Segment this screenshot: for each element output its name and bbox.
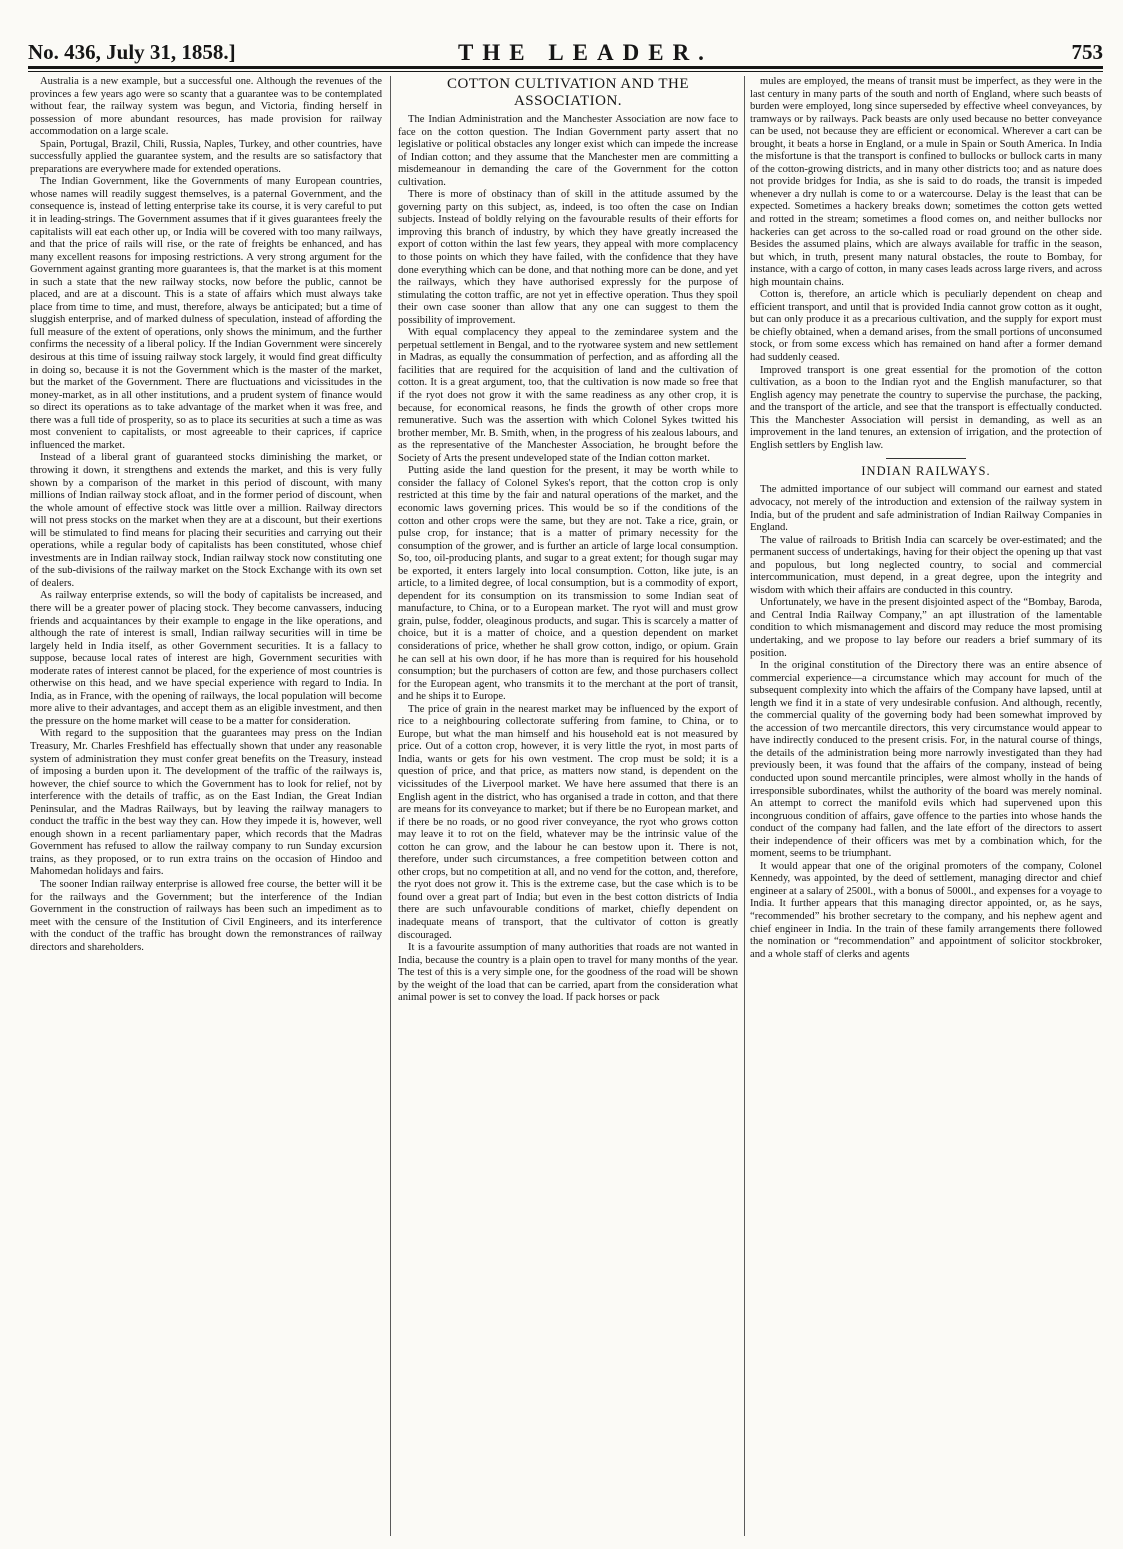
paragraph: The Indian Government, like the Governments of many European countries, whose names will readily suggest themselves, is a paternal Government, and the consequence is, instead of letting enterprise take its course, it is very careful to put it in leading-strings. The Government assumes that if it gives guarantees freely the capitalists will eat each other up, or India will be covered with too many railways, and that the price of rails will rise, or the rate of freights be enhanced, and has many excellent reasons for imposing restrictions. A very strong argument for the Government against granting more guarantees is, that the market is at this moment in such a state that the new railway stocks, now before the public, cannot be placed, and are at a discount. This is a state of affairs which must always take place from time to time, and must, therefore, always be anticipated; but a time of sluggish enterprise, and of marked dulness of speculation, instead of affording the full measure of the extent of operations, only shows the minimum, and the further confirms the necessity of a liberal policy. If the Indian Government were sincerely desirous at this time of issuing railway stock largely, it would find great difficulty in doing so, because it is not the Government which is the master of the market, but the market of the Government. There are fluctuations and vicissitudes in the money-market, as in all other institutions, and a prudent system of finance would so direct its operations as to take advantage of the market when it was free, and there was a full tide of prosperity, so as to place its securities at such a time as was most convenient to capitalists, or most agreeable to their caprices, if caprice influenced the market. bbox=[30, 176, 382, 451]
article-divider bbox=[886, 458, 966, 459]
masthead bbox=[28, 40, 1103, 68]
paragraph: With equal complacency they appeal to the zemindaree system and the perpetual settlement in Bengal, and to the ryotwaree system and new settlement in Madras, as equally the consummation of perfection, and as affording all the facilities that are required for the acquisition of land and the cultivation of cotton. It is a great argument, too, that the cultivation is now made so free that if the ryot does not grow it with the same readiness as any other crop, it is because, for economical reasons, he finds the growth of other crops more remunerative. Such was the assertion with which Colonel Sykes twitted his brother member, Mr. B. Smith, when, in the progress of his zealous labours, and as the representative of the Manchester Association, he brought before the Society of Arts the present undeveloped state of the Indian cotton market. bbox=[398, 327, 738, 464]
masthead-rule-thin bbox=[28, 71, 1103, 72]
paragraph: mules are employed, the means of transit must be imperfect, as they were in the last century in many parts of the south and north of England, where such beasts of burden were employed, long since superseded by effective wheel conveyances, by tramways or by railways. Pack beasts are only used because no better conveyance can be used, not because they are efficient or economical. Wherever a cart can be brought, it beats a horse in England, or a mule in Spain or South America. In India the misfortune is that the transport is confined to bullocks or bullock carts in many of the cotton-growing districts, and in many other districts too; and as nature does not provide bridges for India, as she is said to do roads, the transit is impeded whenever a dry nullah is come to or a watercourse. Delay is the least that can be expected. Sometimes a hackery breaks down; sometimes the cotton gets wetted and rotted in the stream; sometimes a flood comes on, and neither bullocks nor hackeries can get across to the so-called road or road ground on the other side. Besides the assumed plains, which are always available for traffic in the season, but which, in truth, present many natural obstacles, the route to Bombay, for instance, with a cargo of cotton, in many cases leads across large rivers, and across high mountain chains. bbox=[750, 76, 1102, 288]
paragraph: Spain, Portugal, Brazil, Chili, Russia, Naples, Turkey, and other countries, have successfully applied the guarantee system, and the results are so satisfactory that preparations are everywhere made for extended operations. bbox=[30, 138, 382, 175]
paragraph: Cotton is, therefore, an article which is peculiarly dependent on cheap and efficient transport, and until that is provided India cannot grow cotton as it ought, but can only produce it as a precarious cultivation, and the supply for export must be chiefly obtained, when a demand arises, from the small portions of unconsumed stock, or from some excess which has remained on hand after a former demand had suddenly ceased. bbox=[750, 289, 1102, 364]
paragraph: With regard to the supposition that the guarantees may press on the Indian Treasury, Mr. Charles Freshfield has effectually shown that under any reasonable system of administration they must confer great benefits on the Treasury, instead of imposing a burden upon it. The development of the traffic of the railways is, however, the chief source to which the Government has to look for relief, not by interference with the details of traffic, as on the East Indian, the Great Indian Peninsular, and the Madras Railways, but by leaving the railway managers to conduct the traffic in the best way they can. How they impede it is, however, well enough shown in a recent parliamentary paper, which records that the Madras Government has refused to allow the railway company to run Sunday excursion trains, as they proposed, or to run extra trains on the occasion of Hindoo and Mahomedan holidays and fairs. bbox=[30, 728, 382, 878]
paragraph: Instead of a liberal grant of guaranteed stocks diminishing the market, or throwing it down, it strengthens and extends the market, and this is very fully shown by a comparison of the market in this period of discount, with many millions of Indian railway stock afloat, and in the former period of discount, when the whole amount of effective stock was little over a million. Railway directors will not press stocks on the market when they are at a discount, but their exertions will be stimulated to find means for placing their securities and carrying out their operations, while a regular body of capitalists has been constituted, whose chief investments are in Indian railway stock, Indian railway stock now constituting one of the sub-divisions of the railway market on the Stock Exchange with its own set of dealers. bbox=[30, 452, 382, 589]
paragraph: The Indian Administration and the Manchester Association are now face to face on the cotton question. The Indian Government party assert that no legislative or political obstacles any longer exist which can impede the increase of Indian cotton; and they assume that the Manchester men are committing a misdemeanour in demanding the care of the Government for the cotton cultivation. bbox=[398, 114, 738, 188]
paragraph: Unfortunately, we have in the present disjointed aspect of the “Bombay, Baroda, and Central India Railway Company,” an apt illustration of the lamentable condition to which mismanagement and discord may reduce the most promising undertaking, and we propose to lay before our readers a brief summary of its position. bbox=[750, 597, 1102, 659]
paragraph: As railway enterprise extends, so will the body of capitalists be increased, and there will be a greater power of placing stock. They become canvassers, inducing friends and acquaintances by their example to engage in the like operations, and although the rate of interest is small, Indian railway securities will in time be largely held in India itself, as other Government securities. It is a fallacy to suppose, because local rates of interest are high, Government securities with moderate rates of interest cannot be placed, for the experience of most countries is otherwise on this head, and we have special experience with regard to India. In India, as in France, with the opening of railways, the local population will become more alive to their advantages, and accept them as an eligible investment, and then the pressure on the home market will cease to be a matter for consideration. bbox=[30, 590, 382, 727]
paragraph: It is a favourite assumption of many authorities that roads are not wanted in India, because the country is a plain open to travel for many months of the year. The test of this is a very simple one, for the goodness of the road will be shown by the weight of the load that can be carried, apart from the consideration what animal power is set to convey the load. If pack horses or pack bbox=[398, 942, 738, 1004]
column-2 bbox=[398, 76, 738, 1536]
issue-date: No. 436, July 31, 1858.] bbox=[28, 40, 236, 64]
article-title-railways: INDIAN RAILWAYS. bbox=[861, 464, 991, 479]
paragraph: The value of railroads to British India can scarcely be over-estimated; and the permanent success of undertakings, having for their object the opening up that vast and populous, but long neglected country, to social and commercial intercommunication, must depend, in a great degree, upon the integrity and wisdom with which their affairs are conducted in this country. bbox=[750, 534, 1102, 596]
newspaper-title: THE LEADER. bbox=[458, 40, 713, 65]
article-title-cotton: COTTON CULTIVATION AND THE ASSOCIATION. bbox=[446, 76, 690, 109]
paragraph: It would appear that one of the original promoters of the company, Colonel Kennedy, was appointed, by the deed of settlement, managing director and chief engineer at a salary of 2500l., with a bonus of 5000l., and expenses for a voyage to India. It further appears that this managing director appointed, or, as he says, “recommended” his brother secretary to the company, and his nephew agent and chief engineer in India. In the train of these family arrangements there followed the nomination or “recommendation” and appointment of solicitor stockbroker, and a whole staff of clerks and agents bbox=[750, 860, 1102, 960]
column-divider bbox=[744, 76, 745, 1536]
paragraph: The admitted importance of our subject will command our earnest and stated advocacy, not merely of the introduction and extension of the railway system in India, but of the prudent and safe administration of Indian Railway Companies in England. bbox=[750, 484, 1102, 534]
page-number: 753 bbox=[1071, 40, 1103, 64]
paragraph: Australia is a new example, but a successful one. Although the revenues of the provinces a few years ago were so scanty that a guarantee was to be contemplated without fear, the railway system was begun, and Victoria, finding herself in possession of more abundant resources, has made provision for railway accommodation on a large scale. bbox=[30, 76, 382, 138]
masthead-rule bbox=[28, 66, 1103, 69]
paragraph: Improved transport is one great essential for the promotion of the cotton cultivation, as a boon to the Indian ryot and the English manufacturer, so that English agency may penetrate the country to supervise the purchase, the packing, and the transport of the article, and see that the transport is effectually conducted. This the Manchester Association will persist in demanding, as well as an improvement in the land tenures, an extension of irrigation, and the protection of English settlers by English law. bbox=[750, 364, 1102, 451]
column-divider bbox=[390, 76, 391, 1536]
paragraph: In the original constitution of the Directory there was an entire absence of commercial experience—a circumstance which may account for much of the subsequent complexity into which the affairs of the Company have lapsed, until at length we find it in a state of very undesirable confusion. And although, recently, the commercial quality of the governing body had been somewhat improved by the accession of two mercantile directors, this very circumstance would appear to have indirectly conduced to the present crisis. For, in the natural course of things, the details of the administration being more narrowly investigated than they had previously been, it was found that the affairs of the company, instead of being conducted upon sound mercantile principles, were almost wholly in the hands of irresponsible subordinates, whilst the authority of the board was merely nominal. An attempt to correct the manifold evils which had supervened upon this incongruous condition of affairs, gave offence to the parties into whose hands the conduct of the company had fallen, and the late effort of the directors to assert their independence of their officers was met by a combination which, for the moment, seems to be triumphant. bbox=[750, 660, 1102, 860]
column-3 bbox=[750, 76, 1102, 1536]
column-1 bbox=[30, 76, 382, 1536]
paragraph: The price of grain in the nearest market may be influenced by the export of rice to a neighbouring collectorate suffering from famine, to China, or to Europe, but what the man himself and his household eat is not measured by price. Out of a cotton crop, however, it is very little the ryot, in most parts of India, wants or gets for his own vestment. The crop must be sold; it is a question of price, and that price, as matters now stand, is dependent on the vicissitudes of the Liverpool market. We have here assumed that there is an English agent in the district, who has organised a trade in cotton, and that there are means for its conveyance to market; but if there be no European market, and if there be no roads, or no good river conveyance, the ryot who grows cotton may leave it to rot on the field, whatever may be the intrinsic value of the cotton he can grow, and the labour he can bestow upon it. There is not, therefore, under such circumstances, a free competition between cotton and other crops, but no competition at all, and no vend for the cotton, and, therefore, the ryot does not grow it. This is the extreme case, but the case which is to be found over a great part of India; but even in the best cotton districts of India there are such unfavourable conditions of market, chiefly dependent on inadequate means of transport, that the cultivator of cotton is greatly discouraged. bbox=[398, 703, 738, 941]
paragraph: The sooner Indian railway enterprise is allowed free course, the better will it be for the railways and the Government; but the interference of the Indian Government in the construction of railways has been such an impediment as to meet with the censure of the Institution of Civil Engineers, and its interference with the conduct of the traffic has brought down the remonstrances of railway directors and shareholders. bbox=[30, 879, 382, 953]
paragraph: There is more of obstinacy than of skill in the attitude assumed by the governing party on this subject, as, indeed, is too often the case on Indian subjects. Instead of boldly relying on the favourable results of their efforts for improving this branch of industry, by which they have greatly increased the export of cotton within the last few years, they appeal with more complacency to those points on which they have failed, with the confidence that they have done everything which can be done, and that nothing more can be done, and yet the railways, which they have authorised expressly for the purpose of stimulating the cotton traffic, are not yet in effective operation. Thus they spoil their own case sooner than allow that any one can suggest to them the possibility of improvement. bbox=[398, 189, 738, 326]
paragraph: Putting aside the land question for the present, it may be worth while to consider the fallacy of Colonel Sykes's report, that the cotton crop is only restricted at this time by the fair and natural operations of the market, and the economic laws governing prices. This would be so if the conditions of the cotton and other crops were the same, but they are not. Take a rice, grain, or pulse crop, for instance; that is a matter of primary necessity for the consumption of the grower, and is further an article of large local consumption. So, too, oil-producing plants, and sugar to a great extent; for though sugar may be exported, it enters largely into local consumption. Cotton, like jute, is an article, to a limited degree, of local consumption, but is a commodity of export, dependent for its consumption on its transmission to some Indian seat of manufacture, to China, or to a European market. The ryot will and must grow grain, pulse, fodder, oleaginous products, and sugar. This is scarcely a matter of choice, but it is a matter of choice, and a question dependent on market considerations of price, whether he shall grow cotton, indigo, or opium. Grain he can sell at his own door, if he has more than is required for his household consumption; but the purchasers of cotton are few, and those purchasers collect for the European agent, who transmits it to the merchant at the port of transit, and he ships it to Europe. bbox=[398, 465, 738, 703]
